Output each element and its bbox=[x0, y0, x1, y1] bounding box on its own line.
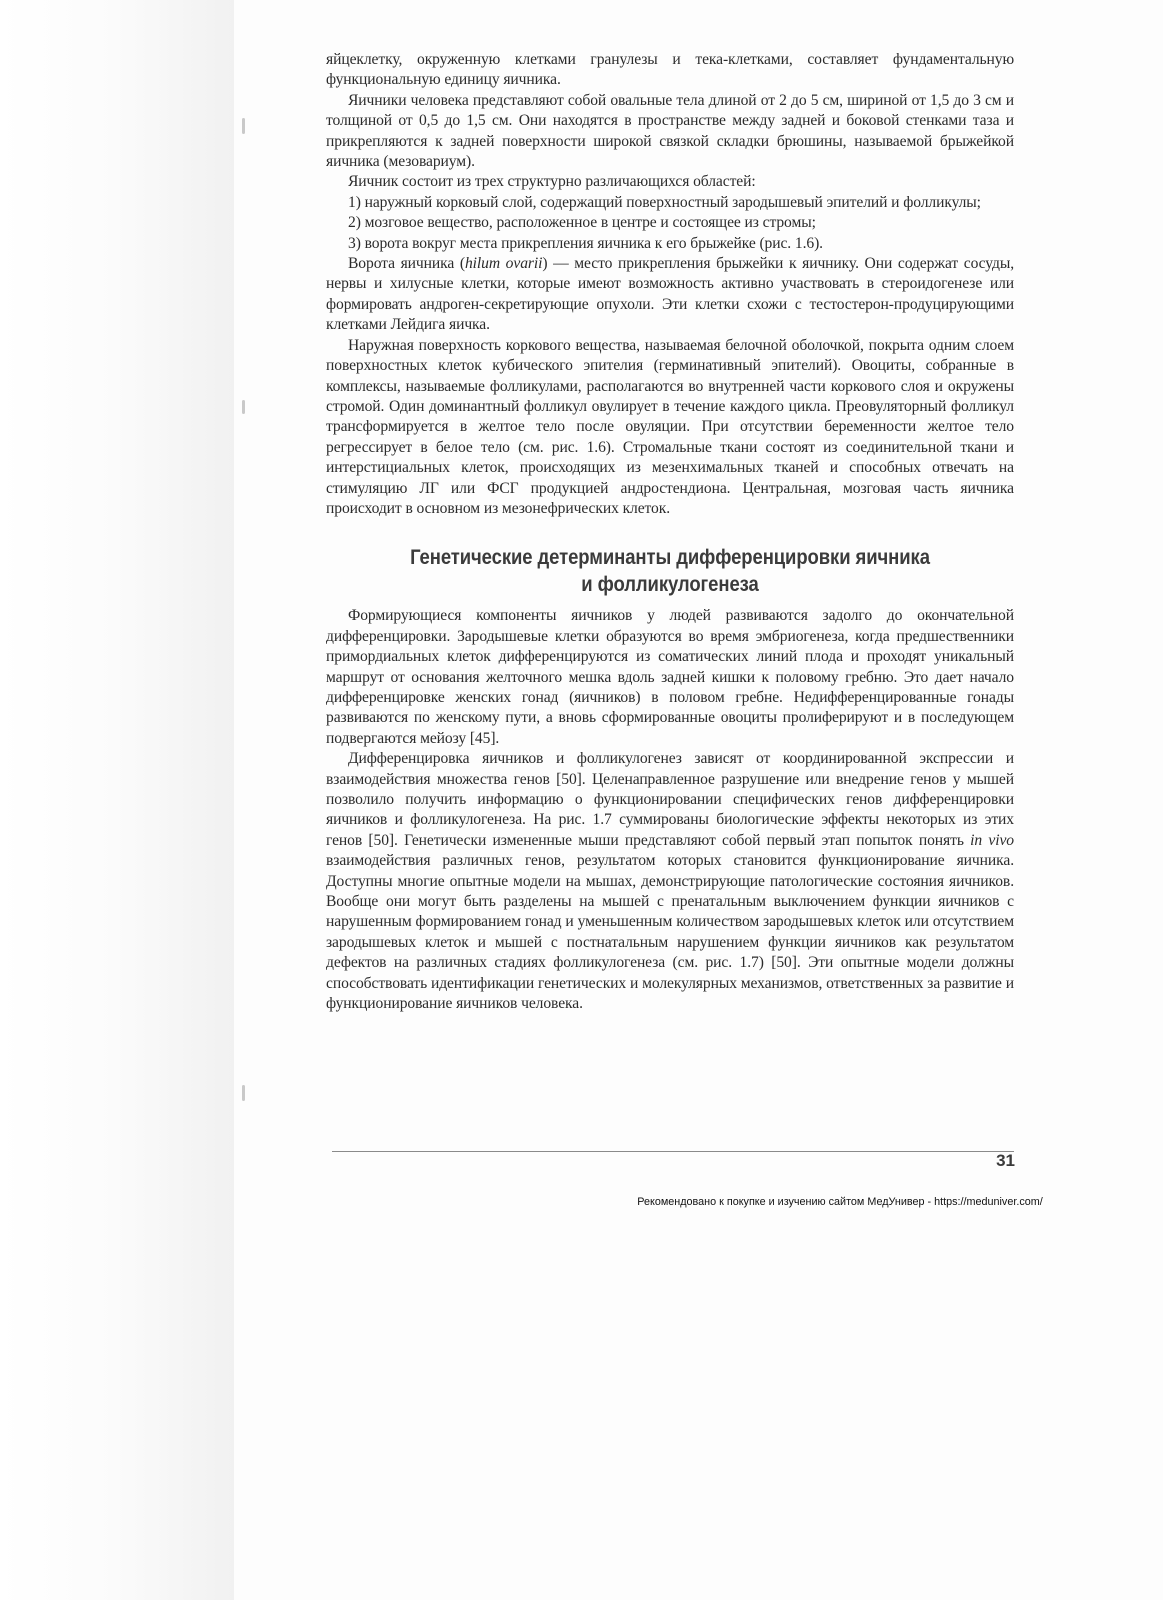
paragraph-hilum bbox=[326, 254, 1014, 336]
paragraph: Яичник состоит из трех структурно различающихся областей: bbox=[348, 173, 756, 191]
scan-margin bbox=[0, 0, 234, 1600]
paragraph: Яичники человека представляют собой овальные тела длиной от 2 до 5 см, шириной от 1,5 до 3 см и толщиной от 0,5 до 1,5 см. Они находятся в пространстве между задней и боковой стенками таза и прикрепляются к задней поверхности широкой связкой складки брюшины, называемой брыжейкой яичника (мезовариум). bbox=[326, 91, 1014, 171]
list-item: 1) наружный корковый слой, содержащий поверхностный зародышевый эпителий и фолликулы; bbox=[348, 193, 981, 211]
text-run: взаимодействия различных генов, результатом которых становится функционирование яичника. Доступны многие опытные модели на мышах, демонстрирующие патологические состояния яичников. Вообще они могут быть разделены на мышей с пренатальным выключением функции яичников с нарушенным формированием гонад и уменьшенным количеством зародышевых клеток или отсутствием зародышевых клеток и мышей с постнатальным нарушением функции яичников как результатом дефектов на различных стадиях фолликулогенеза (см. рис. 1.7) [50]. Эти опытные модели должны способствовать идентификации генетических и молекулярных механизмов, ответственных за развитие и функционирование яичников человека. bbox=[326, 852, 1014, 1013]
text-run: Ворота яичника ( bbox=[348, 255, 465, 273]
footer-note: Рекомендовано к покупке и изучению сайтом МедУнивер - https://meduniver.com/ bbox=[637, 1196, 1043, 1208]
latin-term: hilum ovarii bbox=[464, 255, 543, 273]
section-heading-line: и фолликулогенеза bbox=[581, 572, 759, 597]
list-item: 3) ворота вокруг места прикрепления яичника к его брыжейке (рис. 1.6). bbox=[348, 234, 823, 252]
section-heading-line: Генетические детерминанты дифференцировки яичника bbox=[410, 545, 930, 570]
scan-artifact bbox=[242, 1085, 245, 1101]
page-number: 31 bbox=[996, 1151, 1015, 1170]
body-text bbox=[326, 50, 1014, 1014]
section-heading bbox=[374, 544, 966, 598]
paragraph: Наружная поверхность коркового вещества, называемая белочной оболочкой, покрыта одним слоем поверхностных клеток кубического эпителия (герминативный эпителий). Овоциты, собранные в комплексы, называемые фолликулами, располагаются во внутренней части коркового слоя и окружены стромой. Один доминантный фолликул овулирует в течение каждого цикла. Преовуляторный фолликул трансформируется в желтое тело после овуляции. При отсутствии беременности желтое тело регрессирует в белое тело (см. рис. 1.6). Стромальные ткани состоят из соединительной ткани и интерстициальных клеток, происходящих из мезенхимальных тканей и способных отвечать на стимуляцию ЛГ или ФСГ продукцией андростендиона. Центральная, мозговая часть яичника происходит в основном из мезонефрических клеток. bbox=[326, 336, 1014, 517]
paragraph: яйцеклетку, окруженную клетками гранулезы и тека-клетками, составляет фундаментальную функциональную единицу яичника. bbox=[326, 51, 1014, 89]
scan-artifact bbox=[242, 400, 245, 414]
paragraph bbox=[326, 749, 1014, 1014]
scan-artifact bbox=[242, 118, 245, 134]
text-run: Дифференцировка яичников и фолликулогенез зависят от координированной экспрессии и взаимодействия множества генов [50]. Целенаправленное разрушение или внедрение генов у мышей позволило получить информацию о функционировании специфических генов дифференцировки яичников и фолликулогенеза. На рис. 1.7 суммированы биологические эффекты некоторых из этих генов [50]. Генетически измененные мыши представляют собой первый этап попыток понять bbox=[326, 750, 1014, 849]
text-run: ) — место прикрепления брыжейки к яичнику. Они содержат сосуды, нервы и хилусные клетки, которые имеют возможность активно участвовать в стероидогенезе или формировать андроген-секретирующие опухоли. Эти клетки схожи с тестостерон-продуцирующими клетками Лейдига яичка. bbox=[326, 255, 1015, 334]
latin-term: in vivo bbox=[970, 831, 1014, 849]
paragraph: Формирующиеся компоненты яичников у людей развиваются задолго до окончательной дифференцировки. Зародышевые клетки образуются во время эмбриогенеза, когда предшественники примордиальных клеток дифференцируются из соматических линий плода и проходят уникальный маршрут от основания желточного мешка вдоль задней кишки к половому гребню. Это дает начало дифференцировке женских гонад (яичников) в половом гребне. Недифференцированные гонады развиваются по женскому пути, а вновь сформированные овоциты пролиферируют и в последующем подвергаются мейозу [45]. bbox=[326, 607, 1014, 747]
footer-rule bbox=[332, 1151, 1014, 1152]
list-item: 2) мозговое вещество, расположенное в центре и состоящее из стромы; bbox=[348, 214, 816, 232]
